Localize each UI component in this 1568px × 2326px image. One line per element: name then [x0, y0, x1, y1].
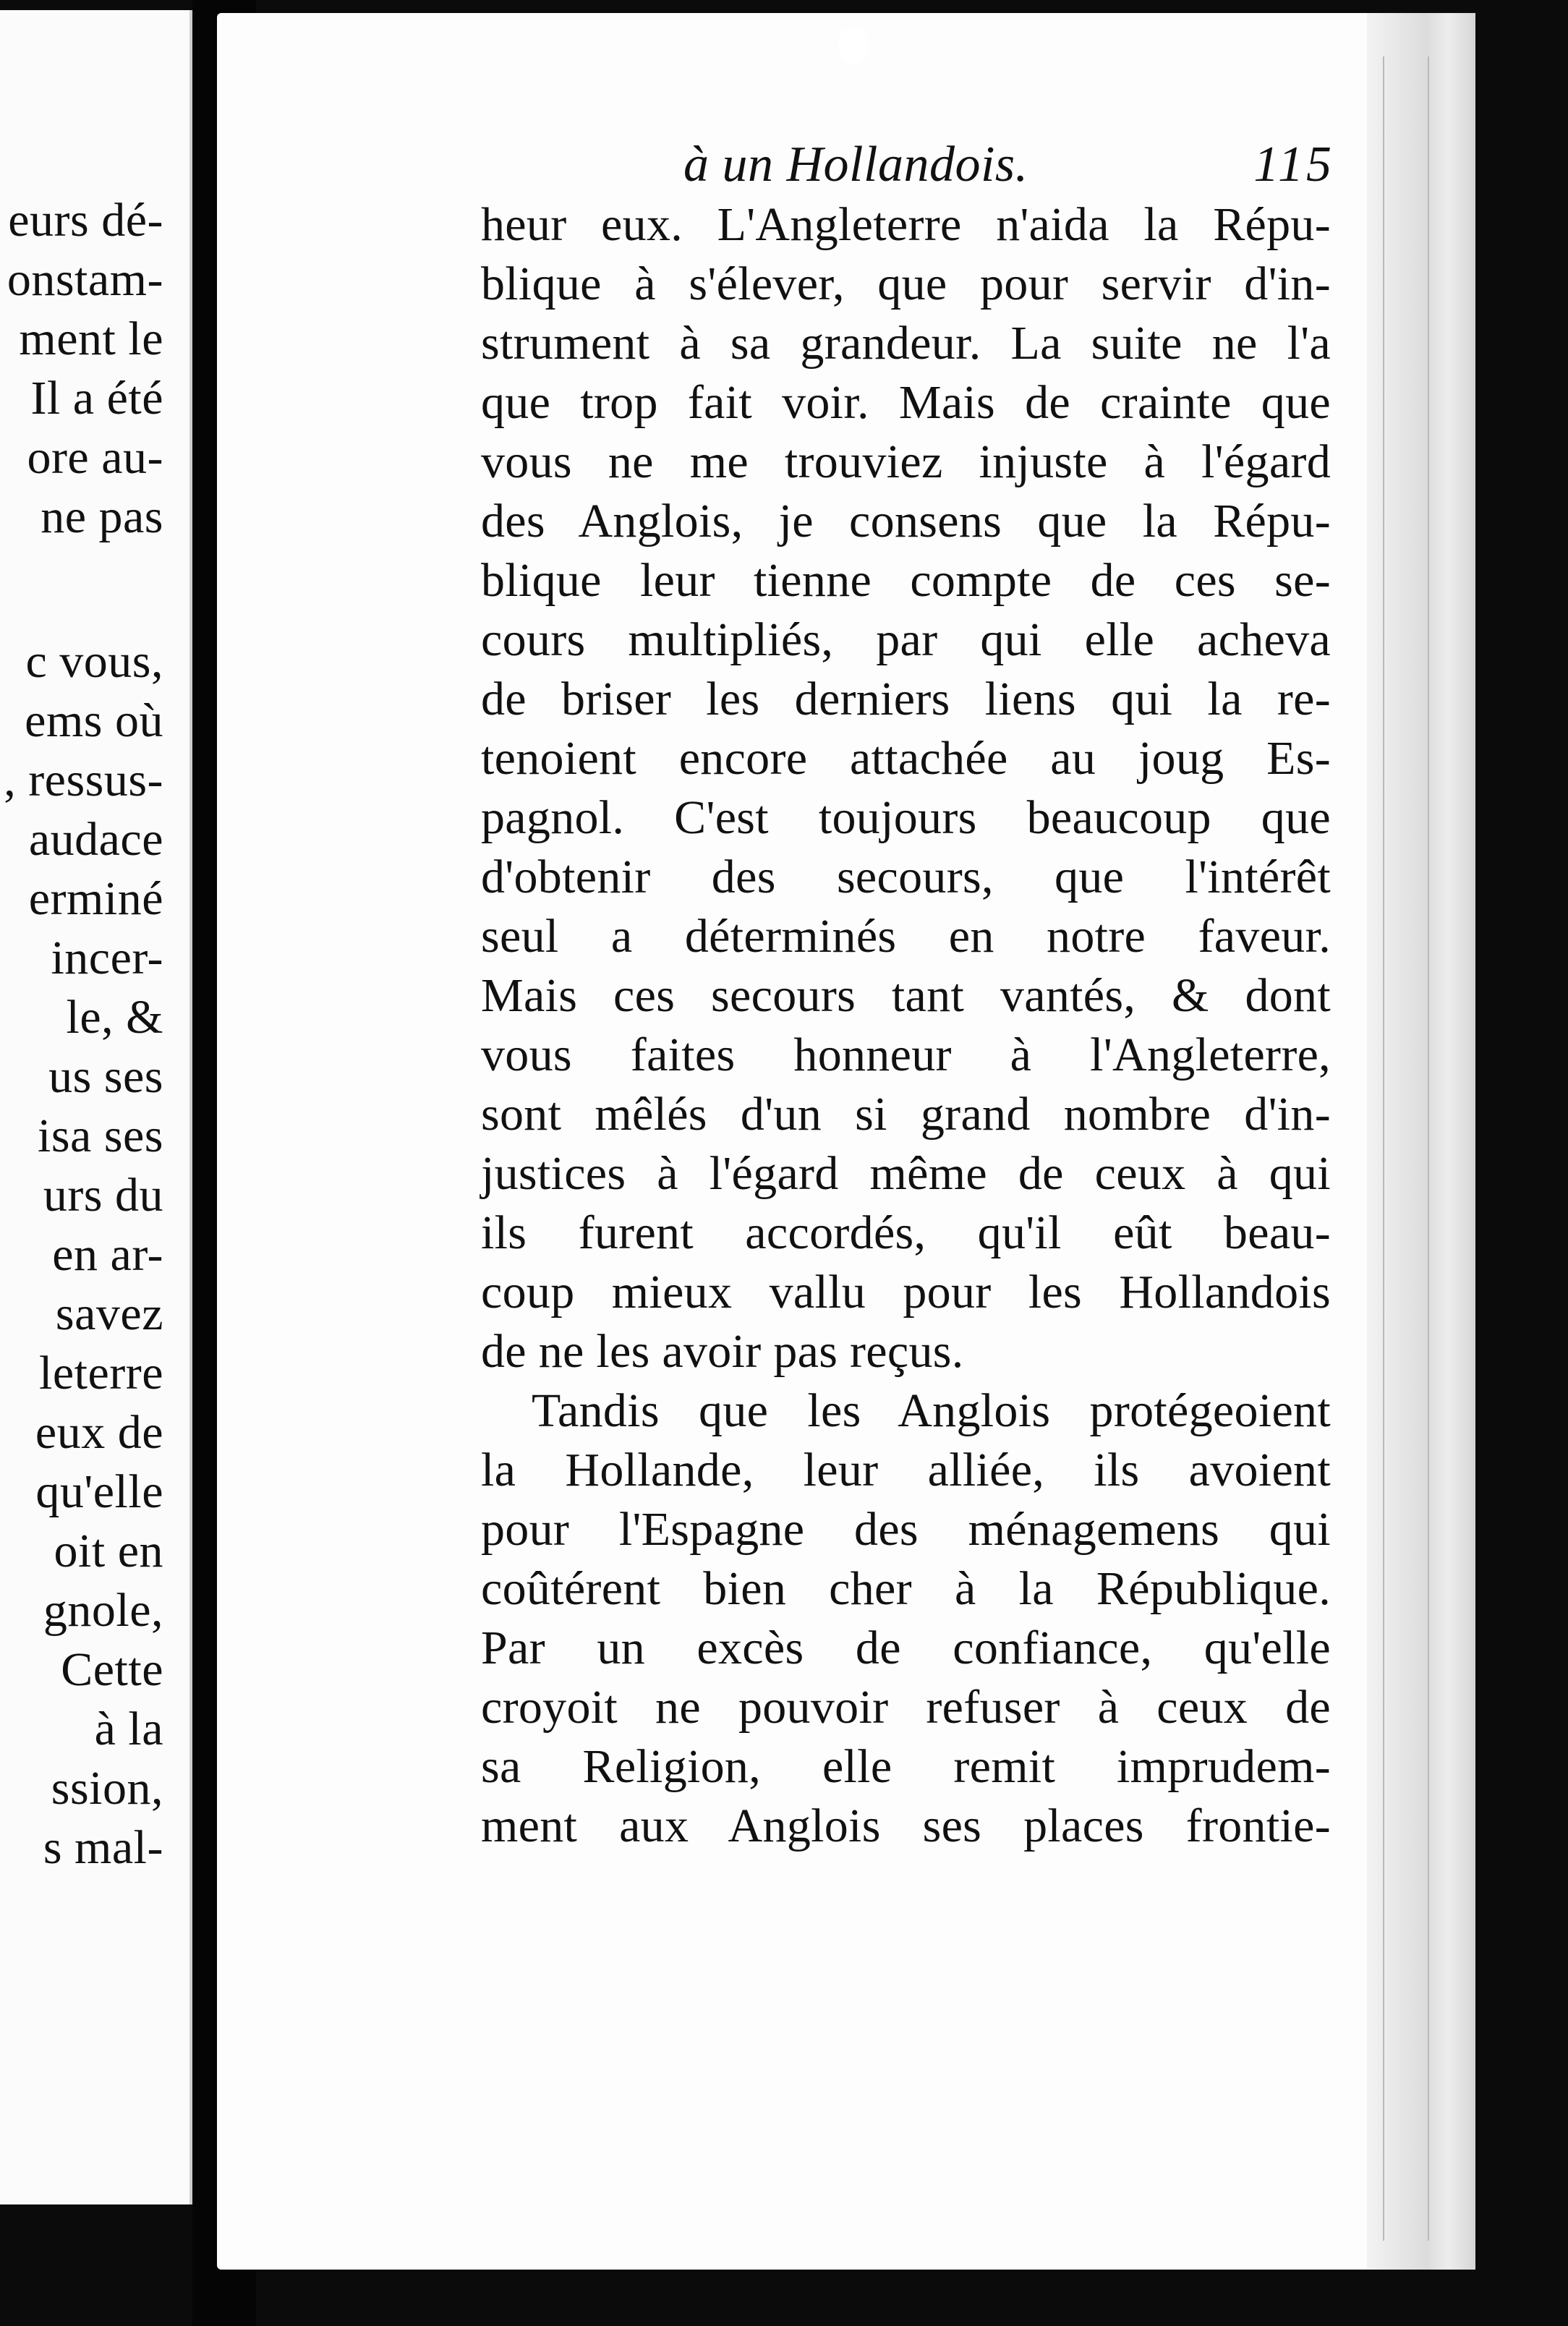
left-page-text-line: ore au-: [27, 431, 163, 484]
left-page-text-line: en ar-: [52, 1228, 163, 1281]
page-edge-shadow: [1367, 13, 1475, 2270]
paper-speck: [839, 27, 868, 64]
text-line: justices à l'égard même de ceux à qui: [481, 1147, 1331, 1200]
text-line: ils furent accordés, qu'il eût beau-: [481, 1206, 1331, 1259]
left-page-text-line: eux de: [35, 1406, 163, 1459]
text-line: que trop fait voir. Mais de crainte que: [481, 376, 1331, 429]
left-page-text-line: leterre: [38, 1347, 163, 1400]
left-page-text-line: gnole,: [43, 1584, 163, 1637]
left-page-text-line: c vous,: [25, 635, 163, 688]
text-line: pagnol. C'est toujours beaucoup que: [481, 791, 1331, 844]
left-page-text-line: audace: [28, 813, 163, 866]
main-page: [217, 13, 1475, 2270]
text-line: Par un excès de confiance, qu'elle: [481, 1622, 1331, 1674]
text-line: blique à s'élever, que pour servir d'in-: [481, 257, 1331, 310]
text-line: heur eux. L'Angleterre n'aida la Répu-: [481, 198, 1331, 251]
text-line: croyoit ne pouvoir refuser à ceux de: [481, 1681, 1331, 1734]
left-page-text-line: Il a été: [30, 372, 163, 425]
text-line: de briser les derniers liens qui la re-: [481, 673, 1331, 725]
body-text: [481, 195, 1331, 1856]
left-page-text-line: ne pas: [41, 490, 163, 543]
left-page-text-line: Cette: [61, 1643, 163, 1696]
left-page-text-line: qu'elle: [35, 1465, 163, 1518]
text-line: coup mieux vallu pour les Hollandois: [481, 1266, 1331, 1319]
text-line: Tandis que les Anglois protégeoient: [532, 1384, 1331, 1437]
text-line: coûtérent bien cher à la République.: [481, 1562, 1331, 1615]
text-line: tenoient encore attachée au joug Es-: [481, 732, 1331, 785]
text-line: de ne les avoir pas reçus.: [481, 1325, 964, 1378]
left-page-text-line: ssion,: [51, 1762, 163, 1815]
text-line: cours multipliés, par qui elle acheva: [481, 613, 1331, 666]
text-line: strument à sa grandeur. La suite ne l'a: [481, 317, 1331, 370]
left-page-text-line: onstam-: [7, 253, 163, 306]
running-head: [481, 129, 1334, 201]
running-title: à un Hollandois.: [683, 137, 1028, 192]
left-page-text-line: savez: [55, 1287, 163, 1340]
text-line: sa Religion, elle remit imprudem-: [481, 1740, 1331, 1793]
left-page-text-line: s mal-: [43, 1821, 163, 1874]
left-page-text-line: oit en: [54, 1525, 163, 1577]
text-line: sont mêlés d'un si grand nombre d'in-: [481, 1088, 1331, 1141]
page-edge-fold: [1428, 56, 1429, 2241]
left-page-text-line: ems où: [25, 694, 163, 747]
text-line: blique leur tienne compte de ces se-: [481, 554, 1331, 607]
left-page-text-line: ment le: [19, 312, 163, 365]
left-page-text-line: urs du: [43, 1169, 163, 1222]
left-page-text-line: incer-: [51, 932, 163, 984]
text-line: Mais ces secours tant vantés, & dont: [481, 969, 1331, 1022]
text-line: ment aux Anglois ses places frontie-: [481, 1799, 1331, 1852]
page-edge-fold: [1383, 56, 1384, 2241]
left-facing-page: [0, 10, 192, 2204]
left-page-text-line: us ses: [48, 1050, 163, 1103]
left-page-text-line: eurs dé-: [8, 194, 163, 247]
left-page-text-line: à la: [94, 1703, 163, 1755]
text-line: vous faites honneur à l'Angleterre,: [481, 1028, 1331, 1081]
text-line: la Hollande, leur alliée, ils avoient: [481, 1444, 1331, 1496]
text-line: vous ne me trouviez injuste à l'égard: [481, 435, 1331, 488]
left-page-text-line: isa ses: [38, 1109, 163, 1162]
page-number: 115: [1253, 137, 1334, 192]
text-line: pour l'Espagne des ménagemens qui: [481, 1503, 1331, 1556]
left-page-text-line: erminé: [28, 872, 163, 925]
left-page-text-line: , ressus-: [4, 754, 163, 806]
text-line: seul a déterminés en notre faveur.: [481, 910, 1331, 963]
text-line: d'obtenir des secours, que l'intérêt: [481, 851, 1331, 903]
left-page-text-line: le, &: [66, 991, 163, 1044]
text-line: des Anglois, je consens que la Répu-: [481, 495, 1331, 548]
